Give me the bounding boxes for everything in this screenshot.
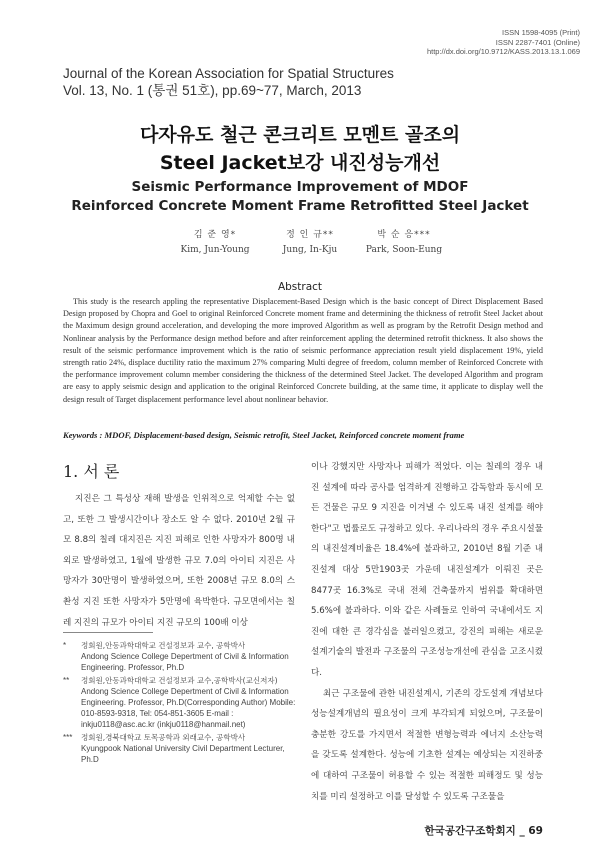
footnotes [63, 640, 299, 765]
author-3 [344, 228, 464, 258]
section-heading: 1. 서 론 [63, 462, 120, 481]
author-name-english: Park, Soon-Eung [365, 245, 443, 255]
footnote-korean: 정회원,안동과학대학교 건설정보과 교수, 공학박사 [81, 641, 246, 650]
footnote-divider [63, 632, 153, 633]
english-title-line1: Seismic Performance Improvement of MDOF [131, 179, 469, 195]
author-name-english: Kim, Jun-Young [180, 245, 250, 255]
body-left-column [63, 489, 295, 633]
body-paragraph: 최근 구조물에 관한 내진설계시, 기존의 강도설계 개념보다 성능설계개념의 필요성이 크게 부각되게 되었으며, 구조물이 충분한 강도를 가지면서 적절한 변형능력과 에너지 소산능력을 갖도록 설계한다. 성능에 기초한 설계는 예상되는 지진하중에 대하여 구조물이 허용할 수 있는 적절한 피해정도 및 성능치를 미리 설정하고 이를 달성할 수 있도록 구조물을 [311, 688, 543, 802]
body-paragraph: 이나 강했지만 사망자나 피해가 적었다. 이는 칠레의 경우 내진 설계에 따라 공사를 엄격하게 진행하고 감독함과 동시에 모든 건물은 규모 9 지진을 이겨낼 수 있도록 내진 설계를 해야 한다"고 법률로도 규정하고 있다. 우리나라의 경우 주요시설물의 내진설계비율은 18.4%에 불과하고, 2010년 8월 기준 내진설계 대상 5만1903곳 가운데 내진설계가 이뤄진 곳은 8477곳 16.3%로 국내 전체 건축물까지 범위를 확대하면 5.6%에 불과하다. 이와 같은 사례들로 인하여 국내에서도 지진에 대한 큰 경각심을 불러일으켰고, 강진의 피해는 새로운 설계기술의 발전과 구조물의 구조성능개선에 관심을 고조시켰다. [311, 462, 543, 678]
author-name-english: Jung, In-Kju [282, 245, 338, 255]
abstract-text: This study is the research appling the representative Displacement-Based Design which is the basic concept of Direct Displacement Based Design proposed by Chopra and Goel to original Reinforced Concrete moment frame and determining the thickness of retrofit Steel Jacket about the Maximum design ground acceleration, and developing the more improved Algorithm as well as program by the Retrofit Design method and Nonlinear analysis by the Performance design method before and after reinforcement appling the determined retrofit thickness. It also shows the result of the seismic performance improvement which is the ratio of seismic performance appreciation result yield displacement 19%, yield strength ratio 24%, displace ductility ratio the maximum 27% comparing Multi degree of freedom, column member of Reinforced Concrete with the performance improvement column member considering the thickness of the determined Steel Jacket. The developed Algorithm and program are easy to apply seismic design and application to the original Reinforced Concrete building, at the same time, it applicate to display well the design result of Target displacement performance level about nonlinear behavior. [63, 297, 543, 404]
korean-title-line1: 다자유도 철근 콘크리트 모멘트 골조의 [139, 124, 461, 146]
footnote-marker: * [63, 641, 67, 650]
english-title-line2: Reinforced Concrete Moment Frame Retrofitted Steel Jacket [71, 198, 529, 214]
page-footer: 한국공간구조학회지 _ 69 [424, 825, 543, 837]
footnote-korean: 정회원,경북대학교 토목공학과 외래교수, 공학박사 [81, 732, 246, 742]
issn-online: ISSN 2287-7401 (Online) [495, 37, 580, 47]
footnote-3 [63, 732, 299, 766]
issn-print: ISSN 1598-4095 (Print) [502, 28, 580, 37]
journal-name: Journal of the Korean Association for Spatial Structures [63, 66, 394, 81]
footnote-1 [63, 640, 299, 674]
author-name-korean: 김 준 영* [193, 230, 237, 240]
english-title [0, 178, 600, 216]
footnote-marker: *** [63, 732, 73, 742]
korean-title [0, 121, 600, 177]
footnote-english: Andong Science College Depertment of Civil & Information Engineering. Professor, Ph.D(Corresponding Author) Mobile: 010-8593-9318, Tel: 054-851-3605 E-mail : inkju0118@asc.ac.kr (inkju0118@hanmail.net) [81, 686, 296, 730]
keywords: Keywords : MDOF, Displacement-based design, Seismic retrofit, Steel Jacket, Reinforced concrete moment frame [63, 430, 465, 440]
journal-volume: Vol. 13, No. 1 (통권 51호), pp.69~77, March, 2013 [63, 83, 362, 98]
issn-block [427, 28, 580, 57]
korean-title-line2: Steel Jacket보강 내진성능개선 [159, 152, 441, 174]
footnote-english: Andong Science College Depertment of Civil & Information Engineering. Professor, Ph.D [81, 652, 289, 673]
abstract-heading: Abstract [277, 281, 323, 293]
author-1 [160, 228, 270, 258]
footnote-2 [63, 675, 299, 731]
body-paragraph: 지진은 그 특성상 재해 발생을 인위적으로 억제할 수는 없고, 또한 그 발생시간이나 장소도 알 수 없다. 2010년 2월 규모 8.8의 칠레 대지진은 지진 피해로 인한 사망자가 800명 내외로 발생하였고, 1월에 발생한 규모 7.0의 아이티 지진은 사망자가 30만명이 발생하였으며, 또한 2008년 규모 8.0의 스촨성 지진 또한 사망자가 5만명에 육박한다. 규모면에서는 칠레 지진의 규모가 아이티 지진 규모의 100배 이상 [63, 494, 295, 628]
footnote-korean: 정회원,안동과학대학교 건설정보과 교수,공학박사(교신저자) [81, 675, 278, 685]
author-name-korean: 박 순 응*** [377, 230, 431, 240]
journal-info [63, 65, 394, 99]
footnote-marker: ** [63, 675, 70, 685]
author-name-korean: 정 인 규** [286, 230, 334, 240]
body-right-column [311, 457, 543, 807]
doi-link[interactable]: http://dx.doi.org/10.9712/KASS.2013.13.1.069 [426, 47, 580, 56]
footnote-english: Kyungpook National University Civil Department Lecturer, Ph.D [81, 743, 285, 765]
